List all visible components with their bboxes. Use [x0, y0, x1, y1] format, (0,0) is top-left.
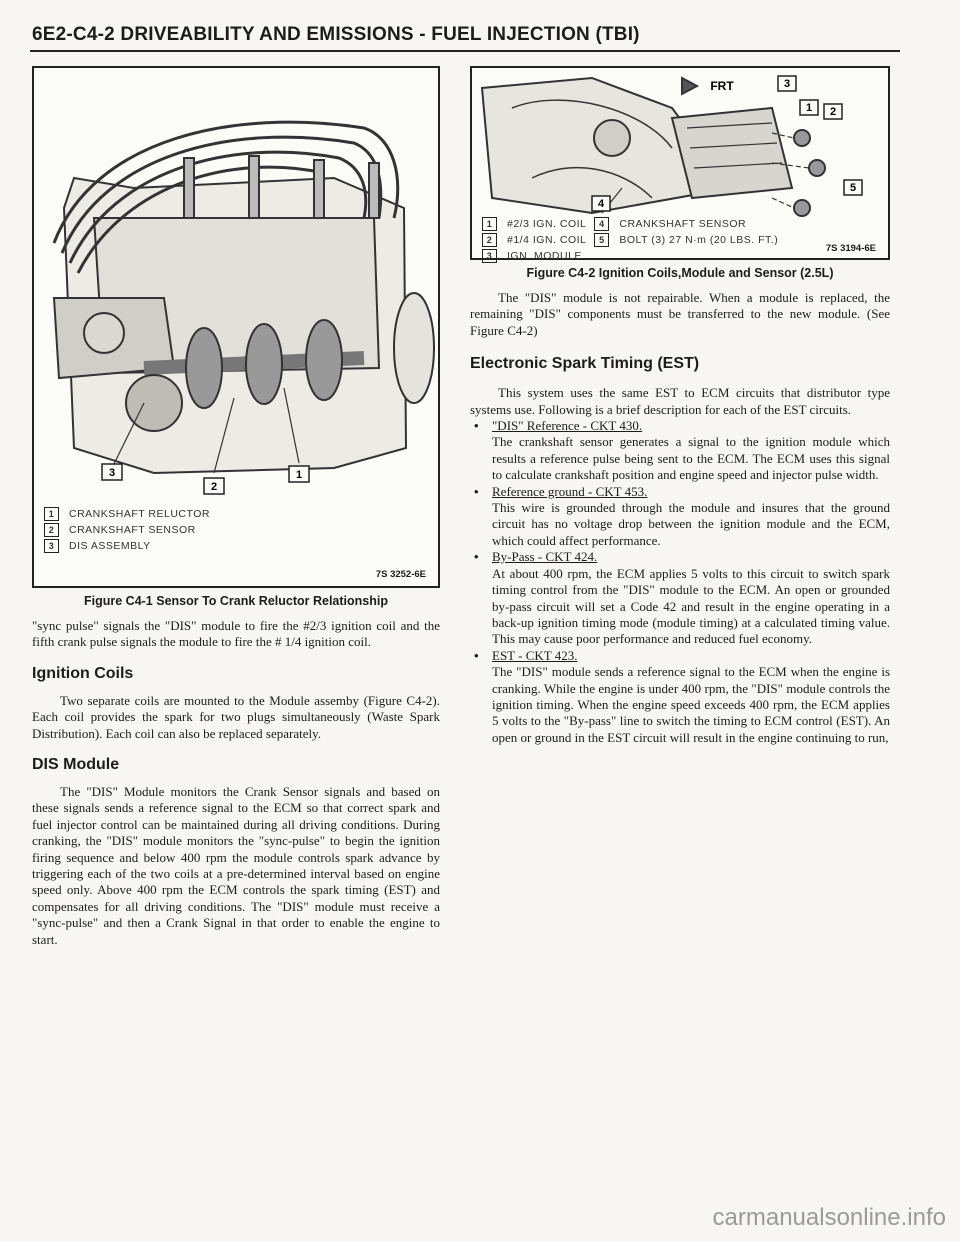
legend-right-group	[594, 216, 778, 264]
legend-key: 1	[482, 217, 497, 231]
circuit-reference: EST - CKT 423.	[492, 647, 578, 663]
legend-key: 3	[44, 539, 59, 553]
paragraph-sync-pulse: "sync pulse" signals the "DIS" module to fire the #2/3 ignition coil and the fifth crank pulse signals the module to fire the # 1/4 ignition coil.	[32, 618, 440, 650]
circuit-description: At about 400 rpm, the ECM applies 5 volts to this circuit to switch spark timing control from the "DIS" module to the ECM. An open or grounded by-pass circuit will set a Code 42 and result in the engine operating in a back-up ignition timing mode (module timing) at a calculated timing value. This may cause poor performance and reduced fuel economy.	[492, 565, 890, 647]
figure-number: 7S 3252-6E	[375, 569, 426, 580]
legend-key: 2	[44, 523, 59, 537]
figure-1-legend	[34, 506, 438, 554]
legend-row	[44, 522, 428, 538]
heading-dis-module: DIS Module	[32, 756, 120, 774]
legend-label: #2/3 IGN. COIL	[507, 218, 587, 230]
right-column	[470, 66, 890, 746]
paragraph-ignition-coils: Two separate coils are mounted to the Module assemby (Figure C4-2). Each coil provides the spark for two plugs simultaneously (Waste Spark Distribution). Each coil can also be replaced separately.	[32, 692, 440, 741]
header-rule	[30, 50, 900, 52]
figure-1	[32, 66, 440, 588]
list-item	[470, 418, 890, 484]
paragraph-est-intro: This system uses the same EST to ECM circuits that distributor type systems use. Following is a brief description for each of the EST circuits.	[470, 385, 890, 417]
left-column	[32, 66, 440, 948]
page-header: 6E2-C4-2 DRIVEABILITY AND EMISSIONS - FUEL INJECTION (TBI)	[32, 24, 640, 45]
legend-label: BOLT (3) 27 N·m (20 LBS. FT.)	[619, 234, 779, 246]
figure-2-caption: Figure C4-2 Ignition Coils,Module and Sensor (2.5L)	[526, 266, 834, 280]
callout-label: 2	[210, 481, 218, 493]
circuit-description: This wire is grounded through the module and insures that the ground circuit has no voltage drop between the ignition module and the ECM, which could affect performance.	[492, 500, 890, 548]
figure-2-legend	[472, 216, 888, 264]
bullet-dot: •	[474, 549, 479, 565]
list-item	[470, 549, 890, 647]
heading-ignition-coils: Ignition Coils	[32, 664, 134, 682]
heading-est: Electronic Spark Timing (EST)	[470, 355, 700, 373]
callout-label: 3	[783, 78, 791, 90]
list-item	[470, 484, 890, 550]
ignition-coil-module-illustration	[472, 68, 888, 218]
paragraph-dis-repair: The "DIS" module is not repairable. When a module is replaced, the remaining "DIS" components must be transferred to the new module. (See Figure C4-2)	[470, 290, 890, 338]
legend-key: 5	[594, 233, 609, 247]
legend-row	[482, 248, 586, 264]
legend-key: 1	[44, 507, 59, 521]
circuit-description: The "DIS" module sends a reference signal to the ECM when the engine is cranking. While the engine is under 400 rpm, the "DIS" module controls the ignition timing. When the engine speed exceeds 400 rpm, the ECM applies 5 volts to the "By-pass" line to switch the timing to ECM control (EST). An open or ground in the EST circuit will result in the engine continuing to run,	[492, 664, 890, 745]
legend-row	[594, 216, 778, 232]
legend-key: 3	[482, 249, 497, 263]
bullet-dot: •	[474, 647, 479, 663]
legend-row	[594, 232, 778, 248]
legend-label: DIS ASSEMBLY	[69, 540, 151, 552]
circuit-description: The crankshaft sensor generates a signal to the ignition module which results a reference pulse being sent to the ECM. The ECM uses this signal to calculate crankshaft position and engine speed and injector pulse width.	[492, 434, 890, 483]
callout-label: 1	[805, 102, 813, 114]
figure-2	[470, 66, 890, 260]
callout-label: 4	[597, 198, 605, 210]
callout-label: 1	[295, 469, 303, 481]
watermark: carmanualsonline.info	[712, 1204, 946, 1231]
list-item	[470, 648, 890, 746]
circuit-reference: Reference ground - CKT 453.	[492, 483, 648, 499]
engine-crank-illustration	[34, 68, 438, 498]
est-circuit-list	[470, 418, 890, 746]
legend-label: CRANKSHAFT SENSOR	[619, 218, 747, 230]
legend-row	[482, 232, 586, 248]
legend-row	[44, 538, 428, 554]
legend-key: 4	[594, 217, 609, 231]
legend-row	[482, 216, 586, 232]
legend-row	[44, 506, 428, 522]
callout-label: 5	[849, 182, 857, 194]
paragraph-dis-module: The "DIS" Module monitors the Crank Sensor signals and based on these signals sends a reference signal to the ECM so that correct spark and fuel injector control can be maintained during all driving conditions. During cranking, the "DIS" module monitors the "sync-pulse" to begin the ignition firing sequence and below 400 rpm the module controls spark advance by triggering each of the two coils at a pre-determined interval based on engine speed only. Above 400 rpm the ECM controls the spark timing (EST) and compensates for all driving conditions. The "DIS" module must receive a "sync-pulse" and then a Crank Signal in that order to enable the engine to start.	[32, 784, 440, 947]
legend-label: #1/4 IGN. COIL	[507, 234, 587, 246]
figure-number: 7S 3194-6E	[825, 243, 876, 254]
legend-label: CRANKSHAFT RELUCTOR	[69, 508, 210, 520]
bullet-dot: •	[474, 418, 479, 434]
legend-key: 2	[482, 233, 497, 247]
frt-label: FRT	[710, 79, 734, 93]
legend-label: IGN. MODULE	[507, 250, 582, 262]
circuit-reference: By-Pass - CKT 424.	[492, 549, 598, 565]
callout-label: 2	[829, 106, 837, 118]
callout-label: 3	[108, 467, 116, 479]
figure-1-caption: Figure C4-1 Sensor To Crank Reluctor Relationship	[84, 594, 388, 608]
bullet-dot: •	[474, 483, 479, 499]
legend-label: CRANKSHAFT SENSOR	[69, 524, 196, 536]
circuit-reference: "DIS" Reference - CKT 430.	[492, 418, 643, 434]
legend-left-group	[482, 216, 586, 264]
